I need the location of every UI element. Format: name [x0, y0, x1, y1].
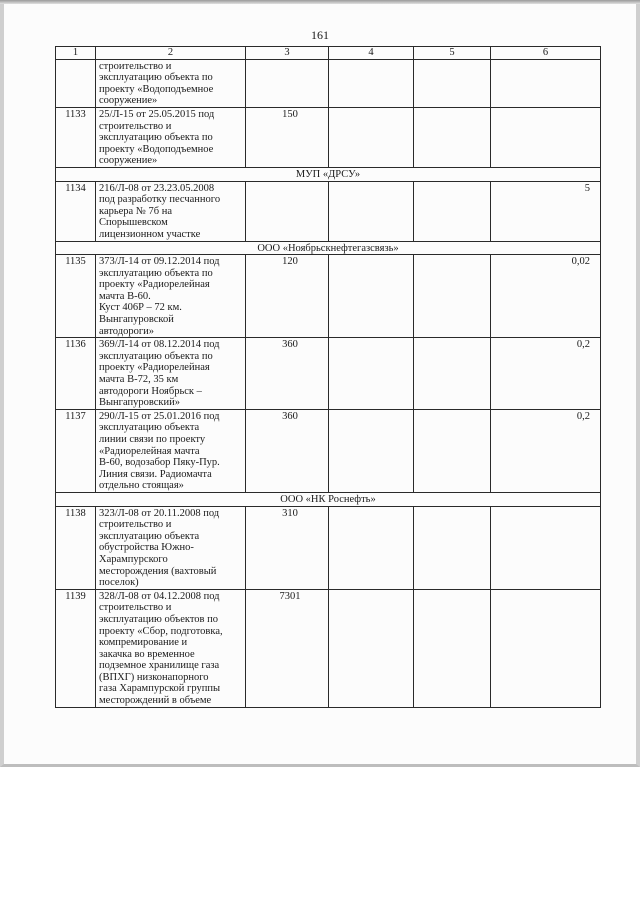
- description-line: эксплуатацию объекта по: [99, 350, 213, 362]
- description-line: Харампурского: [99, 553, 168, 565]
- row-description: [96, 255, 246, 338]
- row-col-5: [414, 589, 491, 707]
- org-header-row: [56, 167, 601, 181]
- description-line: мачта В-72, 35 км: [99, 374, 179, 386]
- col-3-value: 360: [282, 410, 298, 422]
- description-line: 369/Л-14 от 08.12.2014 под: [99, 339, 220, 351]
- description-line: эксплуатацию объекта по: [99, 267, 213, 279]
- table-row: [56, 59, 601, 107]
- page-number: 161: [311, 28, 329, 42]
- row-col-6: [491, 589, 601, 707]
- table-row: [56, 255, 601, 338]
- col-3-value: 310: [282, 507, 298, 519]
- row-col-3: [246, 59, 329, 107]
- row-description: [96, 409, 246, 492]
- row-col-4: [329, 409, 414, 492]
- table-row: [56, 409, 601, 492]
- scan-top-edge: [0, 0, 640, 4]
- description-line: сооружение»: [99, 95, 158, 107]
- row-col-6: [491, 506, 601, 589]
- col-3-value: 7301: [279, 590, 301, 602]
- table-row: [56, 338, 601, 410]
- description-line: газа Харампурской группы: [99, 683, 221, 695]
- row-col-3: [246, 181, 329, 241]
- row-col-4: [329, 589, 414, 707]
- row-col-5: [414, 59, 491, 107]
- row-description: [96, 107, 246, 167]
- row-col-3: [246, 255, 329, 338]
- description-line: эксплуатацию объекта по: [99, 72, 213, 84]
- row-number: 1133: [56, 107, 96, 167]
- row-description: [96, 59, 246, 107]
- row-col-6: [491, 59, 601, 107]
- col-3-value: 360: [282, 339, 298, 351]
- row-col-5: [414, 338, 491, 410]
- row-col-4: [329, 338, 414, 410]
- description-line: строительство и: [99, 519, 172, 531]
- description-line: лицензионном участке: [99, 228, 201, 240]
- register-table: [55, 46, 601, 708]
- header-row: [56, 47, 601, 60]
- table-row: [56, 506, 601, 589]
- description-line: эксплуатацию объекта: [99, 530, 200, 542]
- row-col-5: [414, 255, 491, 338]
- row-number: 1135: [56, 255, 96, 338]
- table-row: [56, 181, 601, 241]
- description-line: проекту «Радиорелейная: [99, 279, 210, 291]
- description-line: Вынгапуровский»: [99, 397, 181, 409]
- description-line: отдельно стоящая»: [99, 480, 184, 492]
- description-line: подземное хранилище газа: [99, 660, 220, 672]
- description-line: компремирование и: [99, 637, 188, 649]
- description-line: 290/Л-15 от 25.01.2016 под: [99, 410, 220, 422]
- description-line: линии связи по проекту: [99, 434, 206, 445]
- description-line: 25/Л-15 от 25.05.2015 под: [99, 108, 215, 120]
- table-header: [56, 47, 601, 60]
- description-line: проекту «Радиорелейная: [99, 362, 210, 374]
- description-line: В-60, водозабор Пяку-Пур.: [99, 457, 220, 469]
- description-line: (ВПХГ) низконапорного: [99, 671, 209, 683]
- description-line: карьера № 7б на: [99, 205, 172, 217]
- description-line: месторождения (вахтовый: [99, 565, 217, 577]
- description-line: Вынгапуровской: [99, 314, 174, 326]
- row-col-6: [491, 107, 601, 167]
- description-line: мачта В-60.: [99, 290, 151, 302]
- org-name: ООО «Ноябрьскнефтегазсвязь»: [56, 241, 601, 255]
- description-line: эксплуатацию объекта по: [99, 132, 213, 144]
- description-line: закачка во временное: [99, 648, 195, 660]
- row-number: 1138: [56, 506, 96, 589]
- description-line: месторождений в объеме: [99, 695, 212, 707]
- row-col-5: [414, 107, 491, 167]
- description-line: 216/Л-08 от 23.23.05.2008: [99, 182, 215, 194]
- description-line: 373/Л-14 от 09.12.2014 под: [99, 256, 220, 268]
- row-description: [96, 181, 246, 241]
- description-line: эксплуатацию объектов по: [99, 613, 218, 625]
- row-number: 1137: [56, 409, 96, 492]
- header-col-3: 3: [246, 47, 329, 60]
- header-col-2: 2: [96, 47, 246, 60]
- org-name: МУП «ДРСУ»: [56, 167, 601, 181]
- row-description: [96, 338, 246, 410]
- org-name: ООО «НК Роснефть»: [56, 492, 601, 506]
- description-line: строительство и: [99, 120, 172, 132]
- col-3-value: 120: [282, 256, 298, 268]
- row-number: 1136: [56, 338, 96, 410]
- description-line: 323/Л-08 от 20.11.2008 под: [99, 507, 220, 519]
- description-line: автодороги»: [99, 325, 155, 337]
- row-col-6: 0,2: [491, 409, 601, 492]
- row-col-5: [414, 409, 491, 492]
- description-line: эксплуатацию объекта: [99, 422, 200, 434]
- header-col-6: 6: [491, 47, 601, 60]
- table-row: [56, 589, 601, 707]
- org-header-row: [56, 241, 601, 255]
- description-line: Спорышевском: [99, 217, 168, 229]
- header-col-5: 5: [414, 47, 491, 60]
- row-description: [96, 589, 246, 707]
- row-col-4: [329, 506, 414, 589]
- row-col-6: 0,02: [491, 255, 601, 338]
- row-col-3: [246, 506, 329, 589]
- row-number: [56, 59, 96, 107]
- description-line: автодороги Ноябрьск –: [99, 385, 202, 397]
- row-col-4: [329, 181, 414, 241]
- description-line: проекту «Сбор, подготовка,: [99, 625, 223, 637]
- description-line: сооружение»: [99, 155, 158, 167]
- description-line: обустройства Южно-: [99, 542, 194, 554]
- row-col-3: [246, 589, 329, 707]
- row-col-4: [329, 107, 414, 167]
- description-line: под разработку песчанного: [99, 194, 221, 206]
- description-line: поселок): [99, 577, 139, 589]
- row-col-3: [246, 107, 329, 167]
- description-line: проекту «Водоподъемное: [99, 143, 214, 155]
- description-line: проекту «Водоподъемное: [99, 83, 214, 95]
- row-col-6: 5: [491, 181, 601, 241]
- description-line: строительство и: [99, 60, 172, 72]
- row-col-3: [246, 338, 329, 410]
- description-line: Куст 406Р – 72 км.: [99, 302, 182, 314]
- row-number: 1139: [56, 589, 96, 707]
- row-col-3: [246, 409, 329, 492]
- table-row: [56, 107, 601, 167]
- table-body: [56, 59, 601, 707]
- row-col-4: [329, 59, 414, 107]
- description-line: строительство и: [99, 602, 172, 614]
- row-col-5: [414, 181, 491, 241]
- row-col-6: 0,2: [491, 338, 601, 410]
- description-line: Линия связи. Радиомачта: [99, 468, 212, 480]
- row-description: [96, 506, 246, 589]
- org-header-row: [56, 492, 601, 506]
- row-number: 1134: [56, 181, 96, 241]
- header-col-1: 1: [56, 47, 96, 60]
- row-col-4: [329, 255, 414, 338]
- description-line: «Радиорелейная мачта: [99, 445, 200, 457]
- row-col-5: [414, 506, 491, 589]
- col-3-value: 150: [282, 108, 298, 120]
- description-line: 328/Л-08 от 04.12.2008 под: [99, 590, 220, 602]
- header-col-4: 4: [329, 47, 414, 60]
